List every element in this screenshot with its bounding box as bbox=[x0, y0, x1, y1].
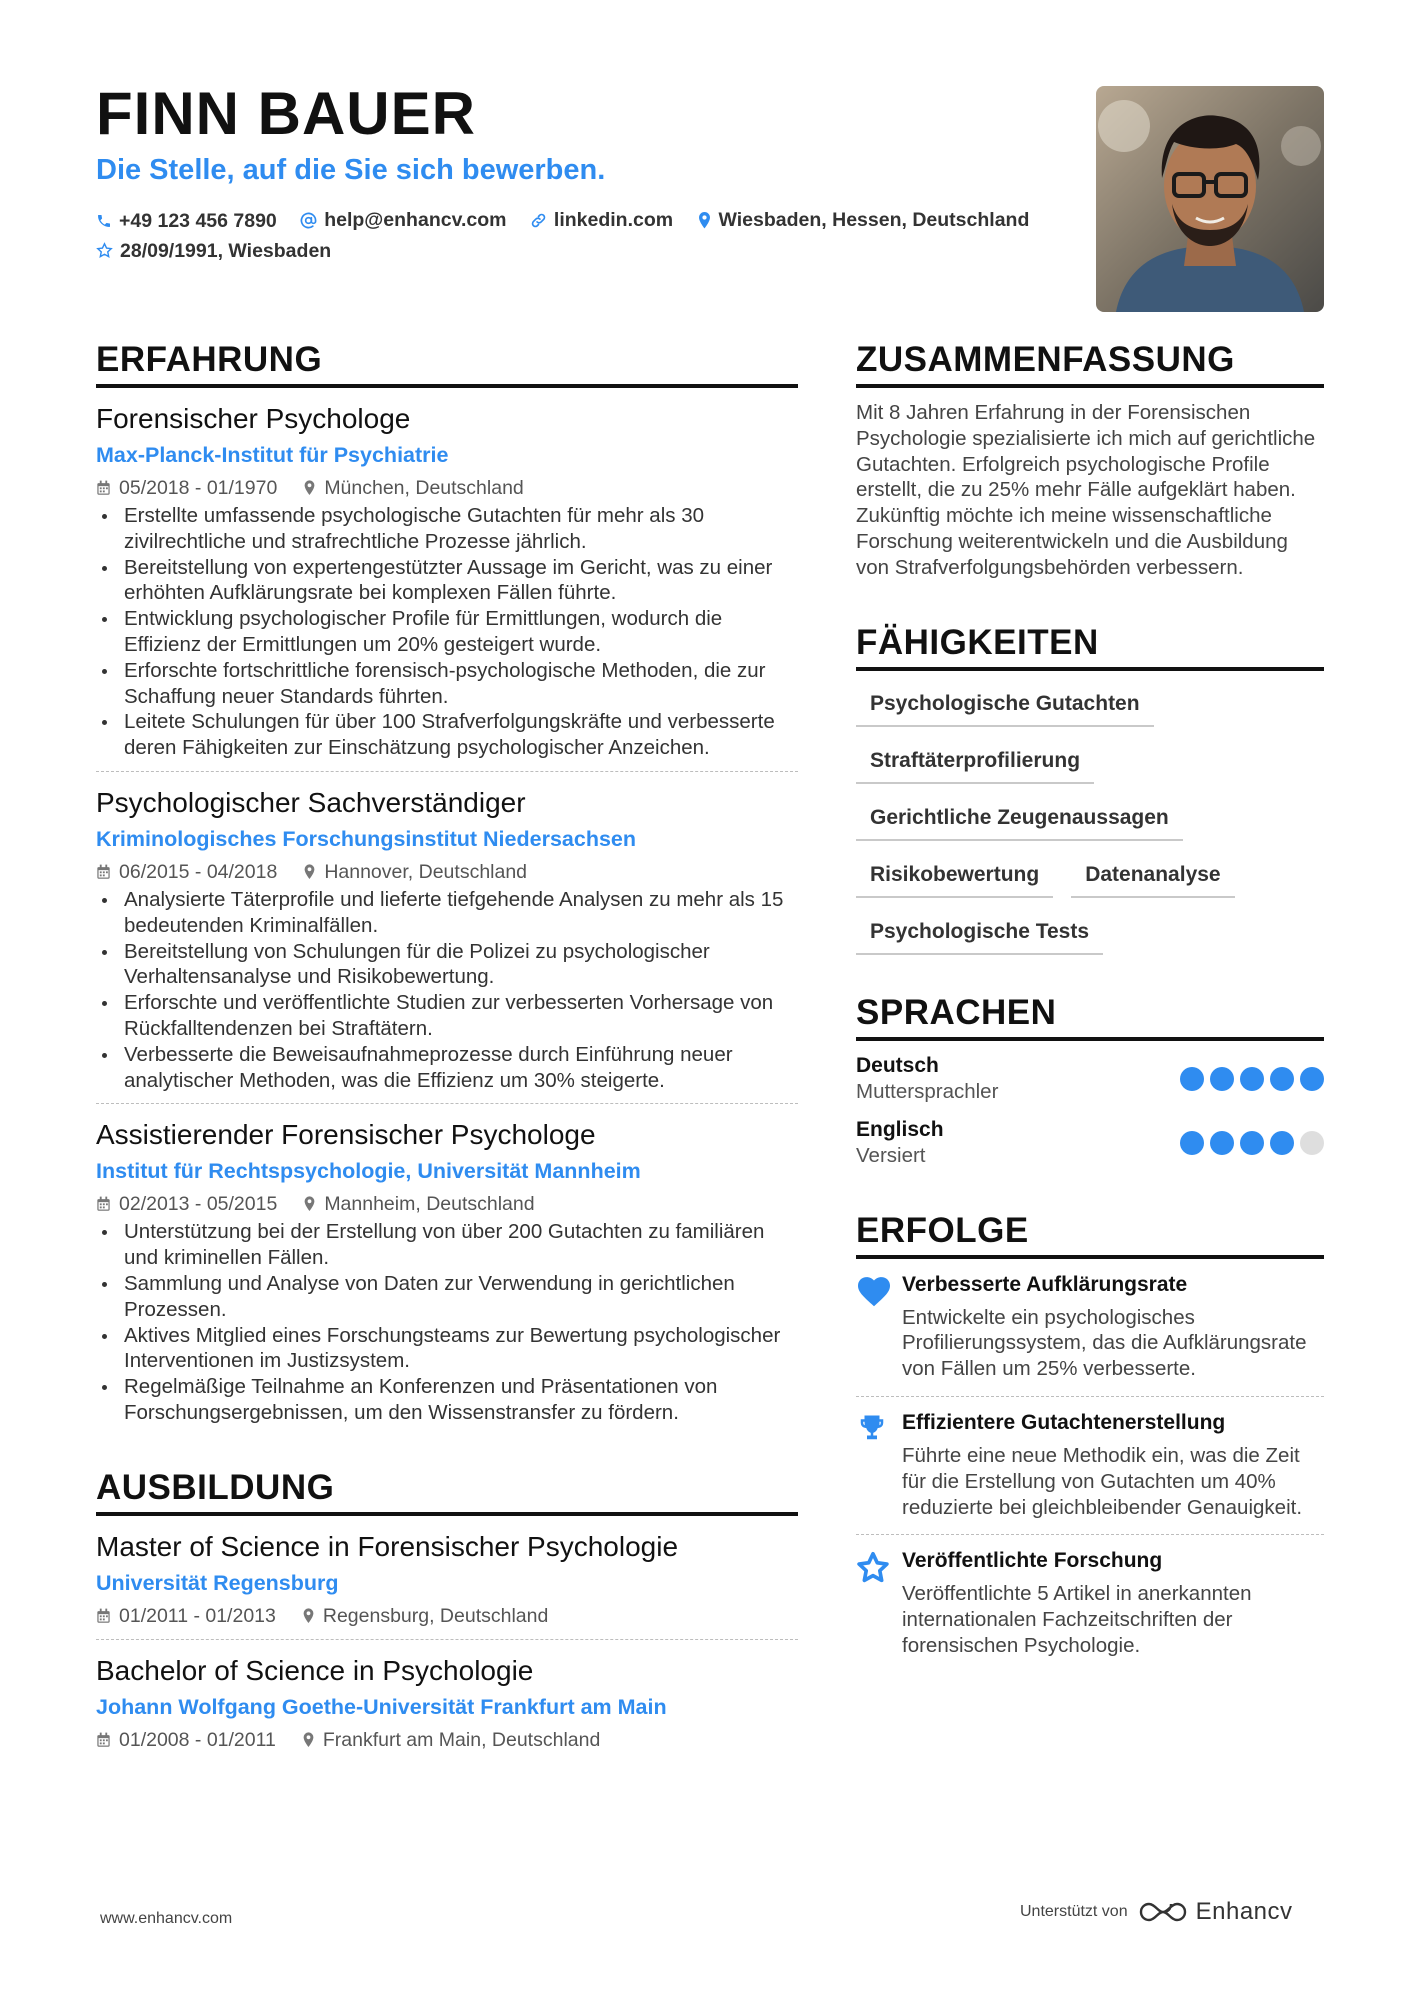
bullet: Erstellte umfassende psychologische Gutachten für mehr als 30 zivilrechtliche und strafrechtliche Prozesse jährlich. bbox=[96, 503, 798, 555]
job-meta bbox=[96, 475, 798, 501]
skill-tag: Datenanalyse bbox=[1071, 856, 1234, 898]
brand-name: Enhancv bbox=[1195, 1898, 1293, 1925]
location-pin-icon bbox=[697, 212, 712, 229]
contact-birth bbox=[96, 237, 331, 265]
calendar-icon bbox=[96, 1732, 111, 1748]
summary-text: Mit 8 Jahren Erfahrung in der Forensischen Psychologie spezialisierte ich mich auf gerichtliche Gutachten. Erfolgreich psychologische Profile erstellt, die zu 25% mehr Fälle aufgeklärt haben. Zukünftig möchte ich meine wissenschaftliche Forschung weiterentwickeln und die Ausbildung von Strafverfolgungsbehörden verbessern. bbox=[856, 401, 1316, 579]
contact-email[interactable] bbox=[300, 206, 506, 234]
achievement-text: Veröffentlichte 5 Artikel in anerkannten internationalen Fachzeitschriften der forensischen Psychologie. bbox=[902, 1582, 1252, 1657]
rating-dot bbox=[1300, 1131, 1324, 1155]
company-name: Kriminologisches Forschungsinstitut Niedersachsen bbox=[96, 826, 636, 851]
achievement-title: Veröffentlichte Forschung bbox=[902, 1549, 1163, 1573]
education-dates: 01/2008 - 01/2011 bbox=[119, 1728, 276, 1751]
company-name: Max-Planck-Institut für Psychiatrie bbox=[96, 443, 449, 467]
achievement-item bbox=[856, 1409, 1324, 1520]
job-bullets bbox=[96, 1219, 798, 1425]
job-title: Assistierender Forensischer Psychologe bbox=[96, 1119, 596, 1151]
bullet: Sammlung und Analyse von Daten zur Verwendung in gerichtlichen Prozessen. bbox=[96, 1271, 798, 1323]
education-meta bbox=[96, 1727, 798, 1753]
job-bullets bbox=[96, 887, 798, 1093]
footer-website[interactable]: www.enhancv.com bbox=[100, 1910, 233, 1927]
star-outline-icon bbox=[96, 242, 113, 259]
job-meta bbox=[96, 859, 798, 885]
bullet: Bereitstellung von Schulungen für die Polizei zu psychologischer Verhaltensanalyse und Risikobewertung. bbox=[96, 939, 798, 991]
language-rating bbox=[1174, 1131, 1324, 1155]
link-icon bbox=[530, 212, 547, 229]
bullet: Entwicklung psychologischer Profile für Ermittlungen, wodurch die Effizienz der Ermittlungen um 20% gesteigert wurde. bbox=[96, 606, 798, 658]
achievement-text: Entwickelte ein psychologisches Profilierungssystem, das die Aufklärungsrate von Fällen um 25% verbesserte. bbox=[902, 1305, 1307, 1381]
at-icon bbox=[300, 212, 317, 229]
location-pin-icon bbox=[303, 864, 316, 880]
rating-dot bbox=[1240, 1131, 1264, 1155]
education-heading: AUSBILDUNG bbox=[96, 1466, 798, 1516]
skill-tag: Gerichtliche Zeugenaussagen bbox=[856, 799, 1183, 841]
experience-heading: ERFAHRUNG bbox=[96, 338, 798, 388]
skill-tag: Psychologische Tests bbox=[856, 913, 1103, 955]
skill-tag: Risikobewertung bbox=[856, 856, 1053, 898]
education-meta bbox=[96, 1603, 798, 1629]
bullet: Leitete Schulungen für über 100 Strafverfolgungskräfte und verbesserte deren Fähigkeiten zur Einschätzung psychologischer Anzeichen. bbox=[96, 709, 798, 761]
enhancv-logo-icon bbox=[1138, 1899, 1188, 1925]
birth-text: 28/09/1991, Wiesbaden bbox=[120, 239, 332, 262]
job-location: Hannover, Deutschland bbox=[324, 860, 528, 883]
location-text: Wiesbaden, Hessen, Deutschland bbox=[718, 209, 1030, 231]
education-item bbox=[96, 1530, 798, 1640]
job-bullets bbox=[96, 503, 798, 761]
contact-location bbox=[697, 206, 1030, 234]
bullet: Aktives Mitglied eines Forschungsteams zur Bewertung psychologischer Interventionen im Justizsystem. bbox=[96, 1323, 798, 1375]
language-rating bbox=[1174, 1067, 1324, 1091]
heart-icon bbox=[856, 1275, 892, 1307]
achievement-item bbox=[856, 1547, 1324, 1658]
language-name: Deutsch bbox=[856, 1053, 939, 1077]
summary-heading: ZUSAMMENFASSUNG bbox=[856, 338, 1324, 388]
divider bbox=[96, 1639, 798, 1640]
rating-dot bbox=[1210, 1131, 1234, 1155]
school-name: Johann Wolfgang Goethe-Universität Frankfurt am Main bbox=[96, 1694, 667, 1719]
star-icon bbox=[856, 1551, 890, 1585]
location-pin-icon bbox=[303, 1196, 316, 1212]
experience-item bbox=[96, 1118, 798, 1425]
contact-phone[interactable] bbox=[96, 207, 277, 235]
bullet: Unterstützung bei der Erstellung von über 200 Gutachten zu familiären und kriminellen Fällen. bbox=[96, 1219, 798, 1271]
rating-dot bbox=[1300, 1067, 1324, 1091]
right-column bbox=[856, 338, 1324, 1659]
experience-item bbox=[96, 786, 798, 1104]
education-location: Regensburg, Deutschland bbox=[322, 1604, 549, 1627]
achievement-item bbox=[856, 1271, 1324, 1382]
achievements-heading: ERFOLGE bbox=[856, 1209, 1324, 1259]
bullet: Regelmäßige Teilnahme an Konferenzen und Präsentationen von Forschungsergebnissen, um den Wissenstransfer zu fördern. bbox=[96, 1374, 798, 1426]
achievement-title: Effizientere Gutachtenerstellung bbox=[902, 1410, 1226, 1434]
bullet: Erforschte fortschrittliche forensisch-psychologische Methoden, die zur Schaffung neuer Standards führten. bbox=[96, 658, 798, 710]
job-title: Psychologischer Sachverständiger bbox=[96, 786, 526, 818]
contact-info bbox=[96, 206, 1086, 267]
calendar-icon bbox=[96, 864, 111, 880]
divider bbox=[856, 1396, 1324, 1397]
calendar-icon bbox=[96, 1196, 111, 1212]
achievement-text: Führte eine neue Methodik ein, was die Zeit für die Erstellung von Gutachten um 40% reduzierte bei gleichbleibender Genauigkeit. bbox=[902, 1443, 1303, 1519]
degree-title: Master of Science in Forensischer Psychologie bbox=[96, 1530, 679, 1562]
location-pin-icon bbox=[302, 1732, 315, 1748]
location-pin-icon bbox=[302, 1608, 315, 1624]
divider bbox=[96, 1103, 798, 1104]
job-dates: 05/2018 - 01/1970 bbox=[119, 477, 278, 499]
rating-dot bbox=[1240, 1067, 1264, 1091]
profile-photo bbox=[1096, 86, 1324, 312]
bullet: Bereitstellung von expertengestützter Aussage im Gericht, was zu einer erhöhten Aufklärungsrate bei komplexen Fällen führte. bbox=[96, 555, 798, 607]
company-name: Institut für Rechtspsychologie, Universität Mannheim bbox=[96, 1159, 641, 1184]
rating-dot bbox=[1180, 1067, 1204, 1091]
job-dates: 02/2013 - 05/2015 bbox=[119, 1193, 278, 1216]
location-pin-icon bbox=[303, 480, 316, 496]
bullet: Erforschte und veröffentlichte Studien zur verbesserten Vorhersage von Rückfalltendenzen bei Straftätern. bbox=[96, 990, 798, 1042]
rating-dot bbox=[1270, 1067, 1294, 1091]
skill-tag: Straftäterprofilierung bbox=[856, 742, 1094, 784]
calendar-icon bbox=[96, 480, 111, 496]
divider bbox=[96, 771, 798, 772]
language-item bbox=[856, 1117, 1324, 1169]
divider bbox=[856, 1534, 1324, 1535]
skill-tag: Psychologische Gutachten bbox=[856, 685, 1154, 727]
rating-dot bbox=[1210, 1067, 1234, 1091]
languages-heading: SPRACHEN bbox=[856, 991, 1324, 1041]
rating-dot bbox=[1270, 1131, 1294, 1155]
bullet: Analysierte Täterprofile und lieferte tiefgehende Analysen zu mehr als 15 bedeutenden Kriminalfällen. bbox=[96, 887, 798, 939]
linkedin-text: linkedin.com bbox=[553, 209, 674, 231]
job-location: München, Deutschland bbox=[324, 477, 524, 499]
skills-list bbox=[856, 685, 1324, 955]
language-level: Muttersprachler bbox=[856, 1079, 999, 1103]
degree-title: Bachelor of Science in Psychologie bbox=[96, 1654, 534, 1686]
contact-linkedin[interactable] bbox=[530, 206, 673, 234]
target-role: Die Stelle, auf die Sie sich bewerben. bbox=[96, 154, 606, 186]
education-location: Frankfurt am Main, Deutschland bbox=[322, 1728, 601, 1751]
calendar-icon bbox=[96, 1608, 111, 1624]
powered-by-text: Unterstützt von bbox=[1020, 1903, 1128, 1920]
education-item bbox=[96, 1654, 798, 1753]
candidate-name: FINN BAUER bbox=[96, 80, 476, 147]
left-column bbox=[96, 338, 798, 1753]
job-meta bbox=[96, 1191, 798, 1217]
email-text: help@enhancv.com bbox=[324, 209, 507, 231]
footer-branding[interactable] bbox=[1020, 1898, 1293, 1926]
skills-heading: FÄHIGKEITEN bbox=[856, 621, 1324, 671]
language-item bbox=[856, 1053, 1324, 1105]
phone-text: +49 123 456 7890 bbox=[119, 209, 277, 232]
job-location: Mannheim, Deutschland bbox=[324, 1193, 535, 1216]
bullet: Verbesserte die Beweisaufnahmeprozesse durch Einführung neuer analytischer Methoden, was die Effizienz um 30% steigerte. bbox=[96, 1042, 798, 1094]
phone-icon bbox=[96, 213, 112, 229]
experience-item bbox=[96, 402, 798, 772]
school-name: Universität Regensburg bbox=[96, 1570, 339, 1595]
trophy-icon bbox=[856, 1413, 888, 1443]
job-dates: 06/2015 - 04/2018 bbox=[119, 860, 278, 883]
achievement-title: Verbesserte Aufklärungsrate bbox=[902, 1272, 1188, 1296]
language-name: Englisch bbox=[856, 1117, 944, 1141]
education-dates: 01/2011 - 01/2013 bbox=[119, 1604, 276, 1627]
language-level: Versiert bbox=[856, 1143, 926, 1167]
rating-dot bbox=[1180, 1131, 1204, 1155]
job-title: Forensischer Psychologe bbox=[96, 403, 411, 434]
